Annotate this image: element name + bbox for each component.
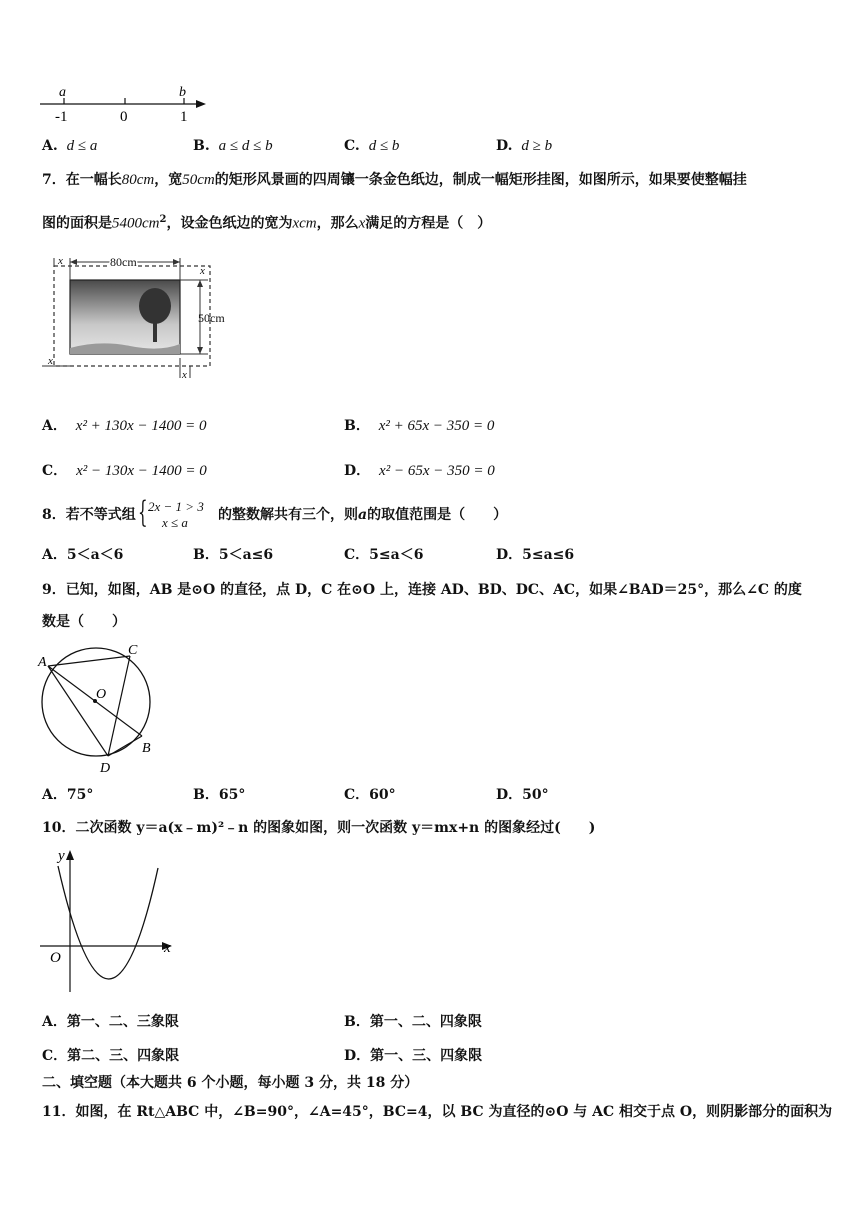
q8-ineq-1: 2x − 1 > 3 [148,499,204,514]
q7-picture-frame-figure [40,254,240,384]
q6-option-c: C. d ≤ b [344,138,400,154]
q7-fig-x-top: x [58,255,63,267]
q6-option-a: A. d ≤ a [42,138,98,154]
q9-option-a: A．75° [42,787,94,803]
numberline-tick-zero: 0 [120,109,128,124]
q7-option-d: D． x² − 65x − 350 = 0 [344,463,495,479]
q10-option-b: B．第一、二、四象限 [344,1014,482,1030]
q7-fig-side-label: 50cm [198,311,225,325]
q9-fig-B: B [142,741,151,756]
q7-stem-line1: 7．在一幅长80cm，宽50cm的矩形风景画的四周镶一条金色纸边，制成一幅矩形挂图，如图所示，如果要使整幅挂 [42,172,747,188]
q7-fig-x-bottom-left: x [48,355,53,367]
q9-fig-A: A [38,655,47,670]
q9-option-d: D．50° [496,787,549,803]
q6-option-d: D. d ≥ b [496,138,553,154]
q8-stem-post: 的整数解共有三个，则a的取值范围是（ ） [218,507,508,523]
q6-option-b: B. a ≤ d ≤ b [193,138,273,154]
q10-fig-y: y [58,848,65,864]
q9-fig-D: D [100,761,111,774]
q8-option-b: B．5＜a≤6 [193,547,274,563]
q9-circle-figure [34,642,164,774]
q10-parabola-figure [36,846,184,996]
q8-inequality-system: { 2x − 1 > 3 x ≤ a [138,495,204,530]
q9-fig-C: C [128,643,138,658]
q8-stem-pre: 8．若不等式组 [42,507,136,523]
q10-option-c: C．第二、三、四象限 [42,1048,180,1064]
q10-fig-x: x [164,940,171,956]
q8-option-d: D．5≤a≤6 [496,547,575,563]
numberline-label-a: a [59,85,66,100]
q9-stem-line1: 9．已知，如图，AB 是⊙O 的直径，点 D，C 在⊙O 上，连接 AD、BD、DC、AC，如果∠BAD＝25°，那么∠C 的度 [42,582,802,598]
q9-option-b: B．65° [193,787,246,803]
q10-option-a: A．第一、二、三象限 [42,1014,179,1030]
q8-option-a: A．5＜a＜6 [42,547,124,563]
numberline-label-b: b [179,85,186,100]
q7-fig-top-label: 80cm [110,255,137,269]
q7-fig-x-bottom-right: x [182,369,187,381]
q7-option-a: A． x² + 130x − 1400 = 0 [42,418,207,434]
q9-option-c: C．60° [344,787,396,803]
q7-fig-x-right: x [200,265,205,277]
section-2-title: 二、填空题（本大题共 6 个小题，每小题 3 分，共 18 分） [42,1075,419,1091]
q10-fig-O: O [50,950,61,966]
q8-ineq-2: x ≤ a [162,515,188,530]
q7-stem-line2: 图的面积是$5400cm^2$，设金色纸边的宽为xcm，那么x满足的方程是（ ） [42,214,492,232]
q9-fig-O: O [96,687,107,702]
q7-option-b: B． x² + 65x − 350 = 0 [344,418,495,434]
q10-option-d: D．第一、三、四象限 [344,1048,483,1064]
q7-option-c: C． x² − 130x − 1400 = 0 [42,463,207,479]
q10-stem: 10．二次函数 y＝a(x﹣m)²﹣n 的图象如图，则一次函数 y＝mx+n 的图象经过( ) [42,820,596,836]
q11-stem: 11．如图，在 Rt△ABC 中，∠B=90°，∠A=45°，BC=4，以 BC 为直径的⊙O 与 AC 相交于点 O，则阴影部分的面积为 [42,1104,833,1120]
number-line-figure [38,84,210,124]
numberline-tick-neg1: -1 [55,109,68,124]
q9-stem-line2: 数是（ ） [42,614,126,630]
numberline-tick-one: 1 [180,109,188,124]
q8-option-c: C．5≤a＜6 [344,547,424,563]
